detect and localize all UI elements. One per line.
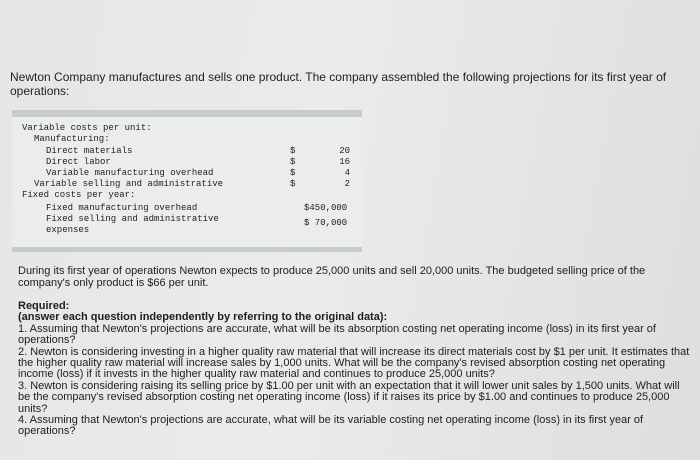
direct-labor-label: Direct labor (46, 157, 111, 167)
direct-materials-label: Direct materials (46, 146, 133, 156)
question-4: 4. Assuming that Newton's projections are accurate, what will be its variable costing net operating income (loss) in its first year of operations? (18, 414, 644, 438)
fixed-costs-header: Fixed costs per year: (22, 190, 136, 200)
variable-overhead-value: 4 (344, 168, 350, 178)
fixed-selling-label-line1: Fixed selling and administrative (46, 214, 219, 224)
direct-materials-value: 20 (339, 146, 350, 156)
operations-paragraph: During its first year of operations Newton expects to produce 25,000 units and sell 20,000 units. The budgeted selling price of the company's only product is $66 per unit. (18, 265, 646, 289)
direct-materials-row (12, 146, 362, 157)
fixed-overhead-row (12, 203, 362, 214)
manufacturing-header-row (12, 134, 362, 145)
variable-costs-header: Variable costs per unit: (22, 123, 152, 133)
cost-table (12, 110, 362, 252)
variable-selling-currency: $ (290, 179, 296, 189)
direct-labor-currency: $ (290, 157, 296, 167)
question-1: 1. Assuming that Newton's projections are accurate, what will be its absorption costing net operating income (loss) in its first year of operations? (18, 322, 656, 347)
intro-text: Newton Company manufactures and sells one product. The company assembled the following projections for its first year of operations: (10, 70, 667, 98)
variable-overhead-currency: $ (290, 168, 296, 178)
variable-selling-label: Variable selling and administrative (34, 179, 224, 189)
direct-labor-row (12, 157, 362, 168)
variable-overhead-row (12, 168, 362, 179)
fixed-selling-row (12, 214, 362, 228)
fixed-selling-row-cont (12, 225, 362, 236)
fixed-selling-value: $ 70,000 (304, 218, 348, 228)
required-title: Required: (18, 300, 70, 312)
direct-labor-value: 16 (339, 157, 350, 167)
manufacturing-header: Manufacturing: (34, 134, 110, 144)
fixed-costs-header-row (12, 190, 362, 201)
direct-materials-currency: $ (290, 146, 296, 156)
question-2: 2. Newton is considering investing in a higher quality raw material that will increase its direct materials cost by $1 per unit. It estimates that the higher quality raw material will increase sales by 1,000 units. What will be the company's revised absorption costing net operating income (loss) if it invests in the higher quality raw material and continues to produce 25,000 units? (18, 345, 690, 381)
fixed-selling-label-line2: expenses (46, 225, 90, 235)
variable-costs-header-row (12, 123, 362, 134)
required-section (18, 301, 694, 438)
fixed-overhead-label: Fixed manufacturing overhead (46, 203, 198, 213)
required-instruction: (answer each question independently by referring to the original data): (18, 311, 388, 324)
question-3: 3. Newton is considering raising its selling price by $1.00 per unit with an expectation that it will lower unit sales by 1,500 units. What will be the company's revised absorption costing net operating income (loss) if it raises its price by $1.00 and continues to produce 25,000 units? (18, 379, 680, 415)
variable-selling-row (12, 179, 362, 190)
variable-selling-value: 2 (344, 179, 350, 189)
fixed-overhead-value: $450,000 (304, 203, 348, 213)
variable-overhead-label: Variable manufacturing overhead (46, 168, 214, 178)
